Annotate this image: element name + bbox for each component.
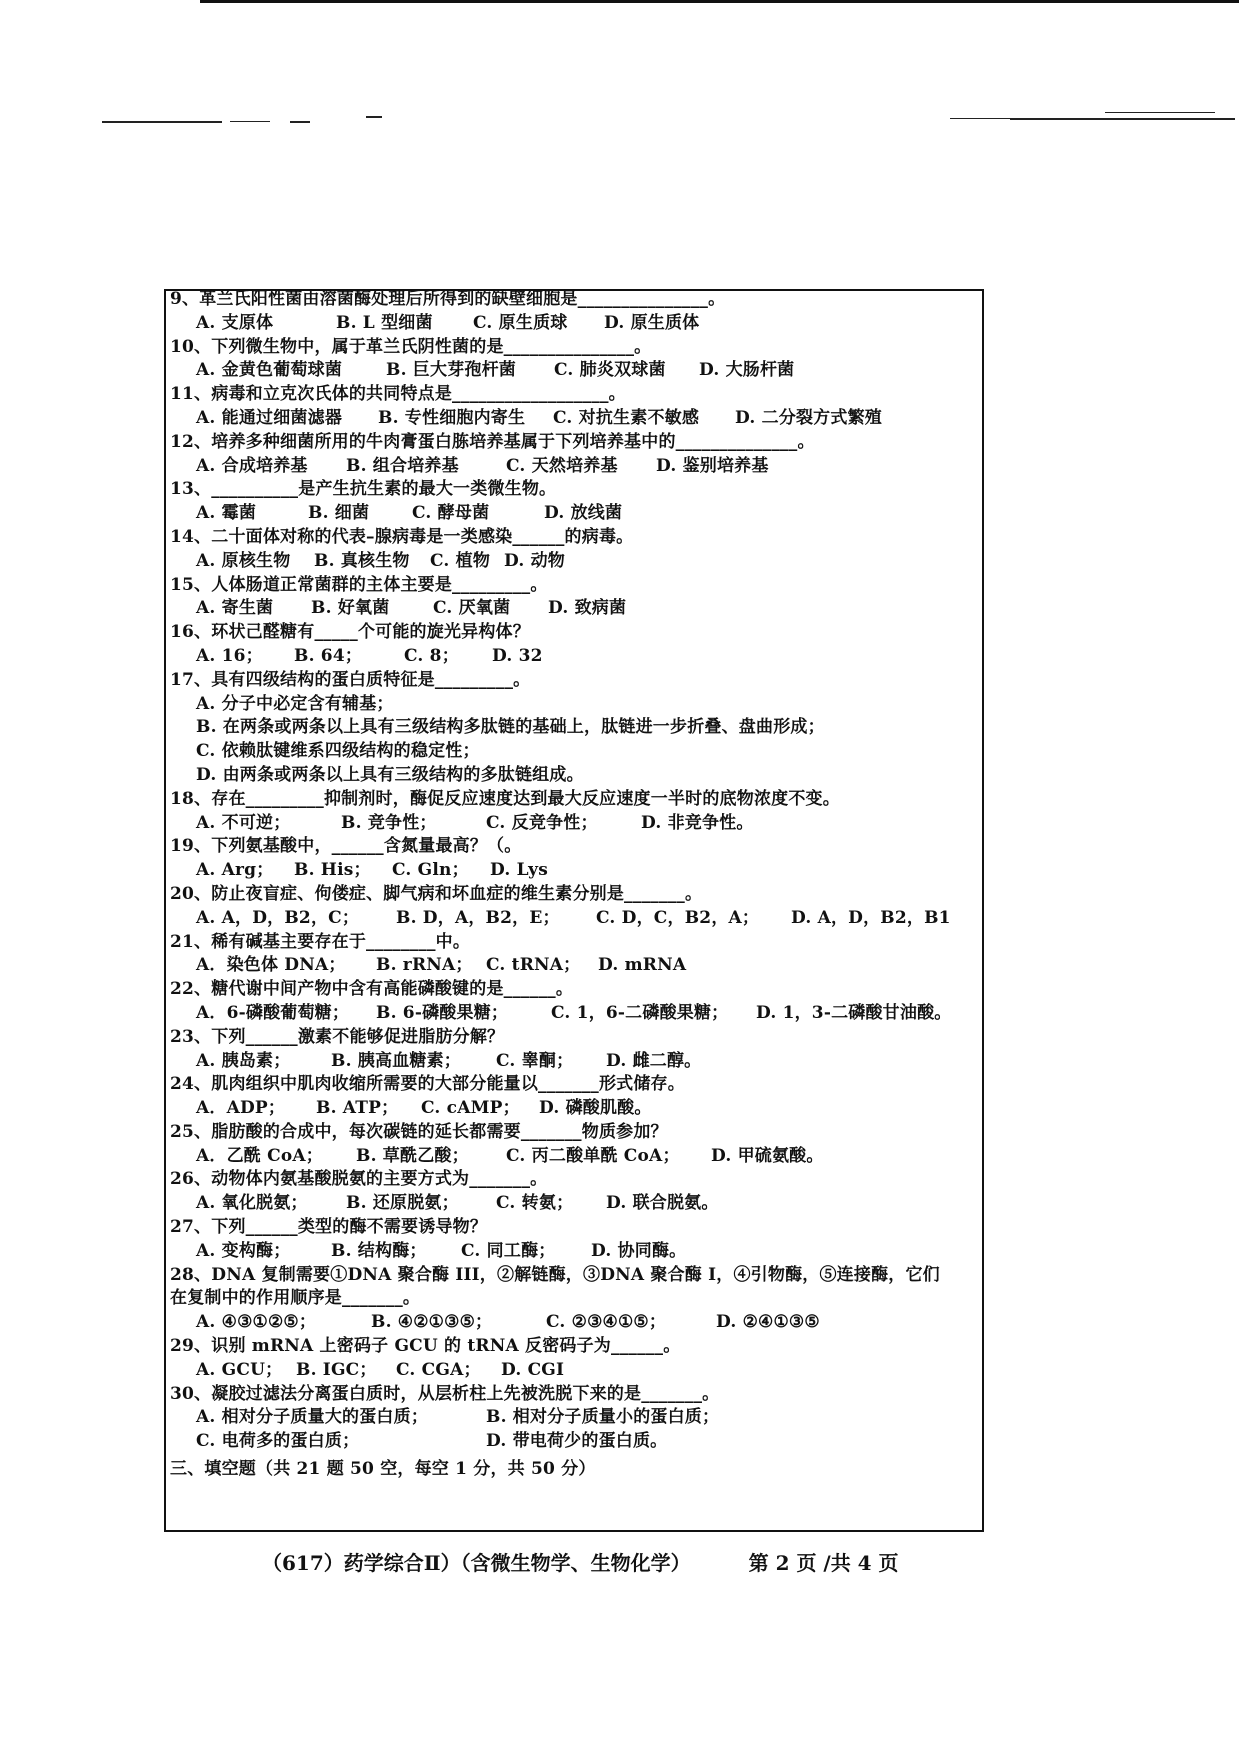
course-title: （617）药学综合Ⅱ）（含微生物学、生物化学） [262,1551,691,1575]
question-18-options [170,812,980,836]
option-b: B. 细菌 [308,503,370,524]
question-9-options [170,312,980,336]
scan-artifact-right [950,118,1010,119]
option-b: B. 相对分子质量小的蛋白质； [486,1407,720,1428]
option-a: A. 变构酶； [196,1240,291,1261]
page-footer [262,1547,899,1576]
question-14-options [170,550,980,574]
option-b: B. 还原脱氨； [346,1193,459,1214]
question-25-options [170,1145,980,1169]
option-d: D. 非竞争性。 [641,812,754,833]
option-b: B. 组合培养基 [346,455,459,476]
option-d: D. 1，3-二磷酸甘油酸。 [756,1002,952,1023]
option-c: C. 对抗生素不敏感 [553,407,700,428]
option-d: D. 32 [492,645,543,666]
option-d: D. A，D，B2，B1 [791,907,951,928]
option-d: D. 雌二醇。 [606,1050,702,1071]
option-a: A. 相对分子质量大的蛋白质； [196,1407,429,1428]
question-22-stem: 22、糖代谢中间产物中含有高能磷酸键的是______。 [170,979,574,1000]
question-17-stem: 17、具有四级结构的蛋白质特征是_________。 [170,669,531,690]
option-a: A．6-磷酸葡萄糖； [196,1002,350,1023]
option-d: D. 大肠杆菌 [699,360,795,381]
option-b: B. 结构酶； [331,1240,427,1261]
question-29-options [170,1359,980,1383]
question-25-stem: 25、脂肪酸的合成中，每次碳链的延长都需要_______物质参加？ [170,1121,668,1142]
option-c: C. 植物 [430,550,491,571]
question-10-stem: 10、下列微生物中，属于革兰氏阴性菌的是_______________。 [170,336,652,357]
option-a: A. 不可逆； [196,812,291,833]
option-a: A. 合成培养基 [196,455,308,476]
question-21-stem: 21、稀有碱基主要存在于________中。 [170,931,471,952]
option-b: B. 好氧菌 [311,598,390,619]
option-d: D. Lys [490,860,548,881]
question-20-stem: 20、防止夜盲症、佝偻症、脚气病和坏血症的维生素分别是_______。 [170,883,703,904]
scan-artifact-left-3 [290,121,310,123]
option-d: D. 二分裂方式繁殖 [735,407,882,428]
question-19-stem: 19、下列氨基酸中，______含氮量最高？（。 [170,836,522,857]
option-b: B. IGC； [296,1359,377,1380]
question-19-options [170,859,980,883]
question-18-stem: 18、存在_________抑制剂时，酶促反应速度达到最大反应速度一半时的底物浓度不变。 [170,788,840,809]
option-c: C. 8； [404,645,459,666]
question-21-options [170,954,980,978]
question-30-options-row2 [170,1430,980,1454]
question-24-options [170,1097,980,1121]
option-a: A. 霉菌 [196,503,257,524]
option-d: D. 甲硫氨酸。 [711,1145,824,1166]
option-d: D. CGI [501,1359,565,1380]
question-12-stem: 12、培养多种细菌所用的牛肉膏蛋白胨培养基属于下列培养基中的______________。 [170,431,815,452]
option-a: A. GCU； [196,1359,283,1380]
question-26-options [170,1192,980,1216]
option-b: B. ATP； [316,1098,399,1119]
option-b: B. 草酰乙酸； [356,1145,469,1166]
option-c: C. Gln； [392,860,469,881]
option-b: B. L 型细菌 [336,312,433,333]
option-a: A. 原核生物 [196,550,291,571]
option-b: B. rRNA； [376,955,473,976]
option-d: D. ②④①③⑤ [716,1312,820,1333]
option-b: B. 6-磷酸果糖； [376,1002,509,1023]
question-11-stem: 11、病毒和立克次氏体的共同特点是__________________。 [170,384,626,405]
scan-artifact-right-3 [1010,118,1235,120]
option-d: D. 原生质体 [604,312,700,333]
question-20-options [170,907,980,931]
option-c: C. 同工酶； [461,1240,556,1261]
option-a: A. 胰岛素； [196,1050,291,1071]
option-b: B. His； [294,860,371,881]
option-a: A. 16； [196,645,263,666]
question-17-option-c: C. 依赖肽键维系四级结构的稳定性； [196,741,480,762]
question-26-stem: 26、动物体内氨基酸脱氨的主要方式为_______。 [170,1169,548,1190]
question-29-stem: 29、识别 mRNA 上密码子 GCU 的 tRNA 反密码子为______。 [170,1336,681,1357]
option-b: B. 巨大芽孢杆菌 [386,360,517,381]
option-a: A. 寄生菌 [196,598,274,619]
question-11-options [170,407,980,431]
option-d: D. 协同酶。 [591,1240,687,1261]
option-c: C. 酵母菌 [412,503,490,524]
option-b: B. ④②①③⑤； [371,1312,493,1333]
scan-artifact-left [102,121,222,123]
option-c: C. 丙二酸单酰 CoA； [506,1145,680,1166]
option-a: A．ADP； [196,1098,286,1119]
option-d: D. 磷酸肌酸。 [539,1098,652,1119]
question-27-stem: 27、下列______类型的酶不需要诱导物？ [170,1217,488,1238]
section-header-fill-in: 三、填空题（共 21 题 50 空，每空 1 分，共 50 分） [170,1459,596,1480]
option-a: A. 金黄色葡萄球菌 [196,360,343,381]
option-a: A. ④③①②⑤； [196,1312,317,1333]
question-28-stem-cont: 在复制中的作用顺序是_______。 [170,1288,421,1309]
option-a: A．乙酰 CoA； [196,1145,323,1166]
question-12-options [170,455,980,479]
question-16-stem: 16、环状己醛糖有_____个可能的旋光异构体？ [170,622,530,643]
option-c: C. D，C，B2，A； [596,907,760,928]
question-23-stem: 23、下列______激素不能够促进脂肪分解？ [170,1026,505,1047]
question-15-stem: 15、人体肠道正常菌群的主体主要是_________。 [170,574,548,595]
option-c: C. tRNA； [486,955,581,976]
question-17-option-a: A. 分子中必定含有辅基； [196,693,394,714]
question-17-option-d: D. 由两条或两条以上具有三级结构的多肽链组成。 [196,764,584,785]
question-30-stem: 30、凝胶过滤法分离蛋白质时，从层析柱上先被洗脱下来的是_______。 [170,1383,720,1404]
question-24-stem: 24、肌肉组织中肌肉收缩所需要的大部分能量以_______形式储存。 [170,1074,685,1095]
option-c: C. 天然培养基 [506,455,618,476]
scan-artifact-left-2 [230,121,270,122]
question-10-options [170,359,980,383]
question-23-options [170,1050,980,1074]
scan-artifact-left-4 [366,116,382,118]
question-27-options [170,1240,980,1264]
option-d: D. 联合脱氨。 [606,1193,719,1214]
question-16-options [170,645,980,669]
question-30-options-row1 [170,1406,980,1430]
option-b: B. 竞争性； [341,812,437,833]
option-c: C. cAMP； [421,1098,520,1119]
page-number: 第 2 页 /共 4 页 [748,1551,899,1575]
question-14-stem: 14、二十面体对称的代表–腺病毒是一类感染______的病毒。 [170,526,634,547]
option-d: D. 动物 [504,550,565,571]
option-c: C. 反竞争性； [486,812,598,833]
option-c: C. ②③④①⑤； [546,1312,667,1333]
option-c: C. 睾酮； [496,1050,574,1071]
option-d: D. 鉴别培养基 [656,455,769,476]
option-c: C. CGA； [396,1359,481,1380]
option-a: A. Arg； [196,860,274,881]
question-list [170,288,980,1482]
option-a: A. 氧化脱氨； [196,1193,308,1214]
option-c: C. 原生质球 [473,312,568,333]
option-a: A. 能通过细菌滤器 [196,407,343,428]
option-c: C. 转氨； [496,1193,574,1214]
question-28-options [170,1311,980,1335]
option-b: B. 64； [294,645,363,666]
option-b: B. 专性细胞内寄生 [378,407,526,428]
question-28-stem: 28、DNA 复制需要①DNA 聚合酶 III，②解链酶，③DNA 聚合酶 I，④引物酶，⑤连接酶，它们 [170,1264,940,1285]
option-c: C. 肺炎双球菌 [554,360,666,381]
option-b: B. 胰高血糖素； [331,1050,462,1071]
option-d: D. mRNA [598,955,687,976]
scan-top-line [200,0,1239,3]
question-9-stem: 9、革兰氏阳性菌由溶菌酶处理后所得到的缺壁细胞是_______________。 [170,289,726,309]
question-13-options [170,502,980,526]
question-22-options [170,1002,980,1026]
question-17-option-b: B. 在两条或两条以上具有三级结构多肽链的基础上，肽链进一步折叠、盘曲形成； [196,717,825,738]
option-b: B. 真核生物 [314,550,410,571]
option-a: A. A，D，B2，C； [196,907,360,928]
option-a: A. 支原体 [196,312,274,333]
option-c: C. 厌氧菌 [433,598,511,619]
option-d: D. 放线菌 [544,503,623,524]
question-15-options [170,597,980,621]
option-d: D. 致病菌 [548,598,627,619]
option-c: C. 1，6-二磷酸果糖； [551,1002,729,1023]
option-a: A．染色体 DNA； [196,955,346,976]
option-c: C. 电荷多的蛋白质； [196,1431,360,1452]
option-d: D. 带电荷少的蛋白质。 [486,1431,668,1452]
question-13-stem: 13、__________是产生抗生素的最大一类微生物。 [170,479,557,500]
scan-artifact-right-2 [1105,112,1215,113]
option-b: B. D，A，B2，E； [396,907,560,928]
